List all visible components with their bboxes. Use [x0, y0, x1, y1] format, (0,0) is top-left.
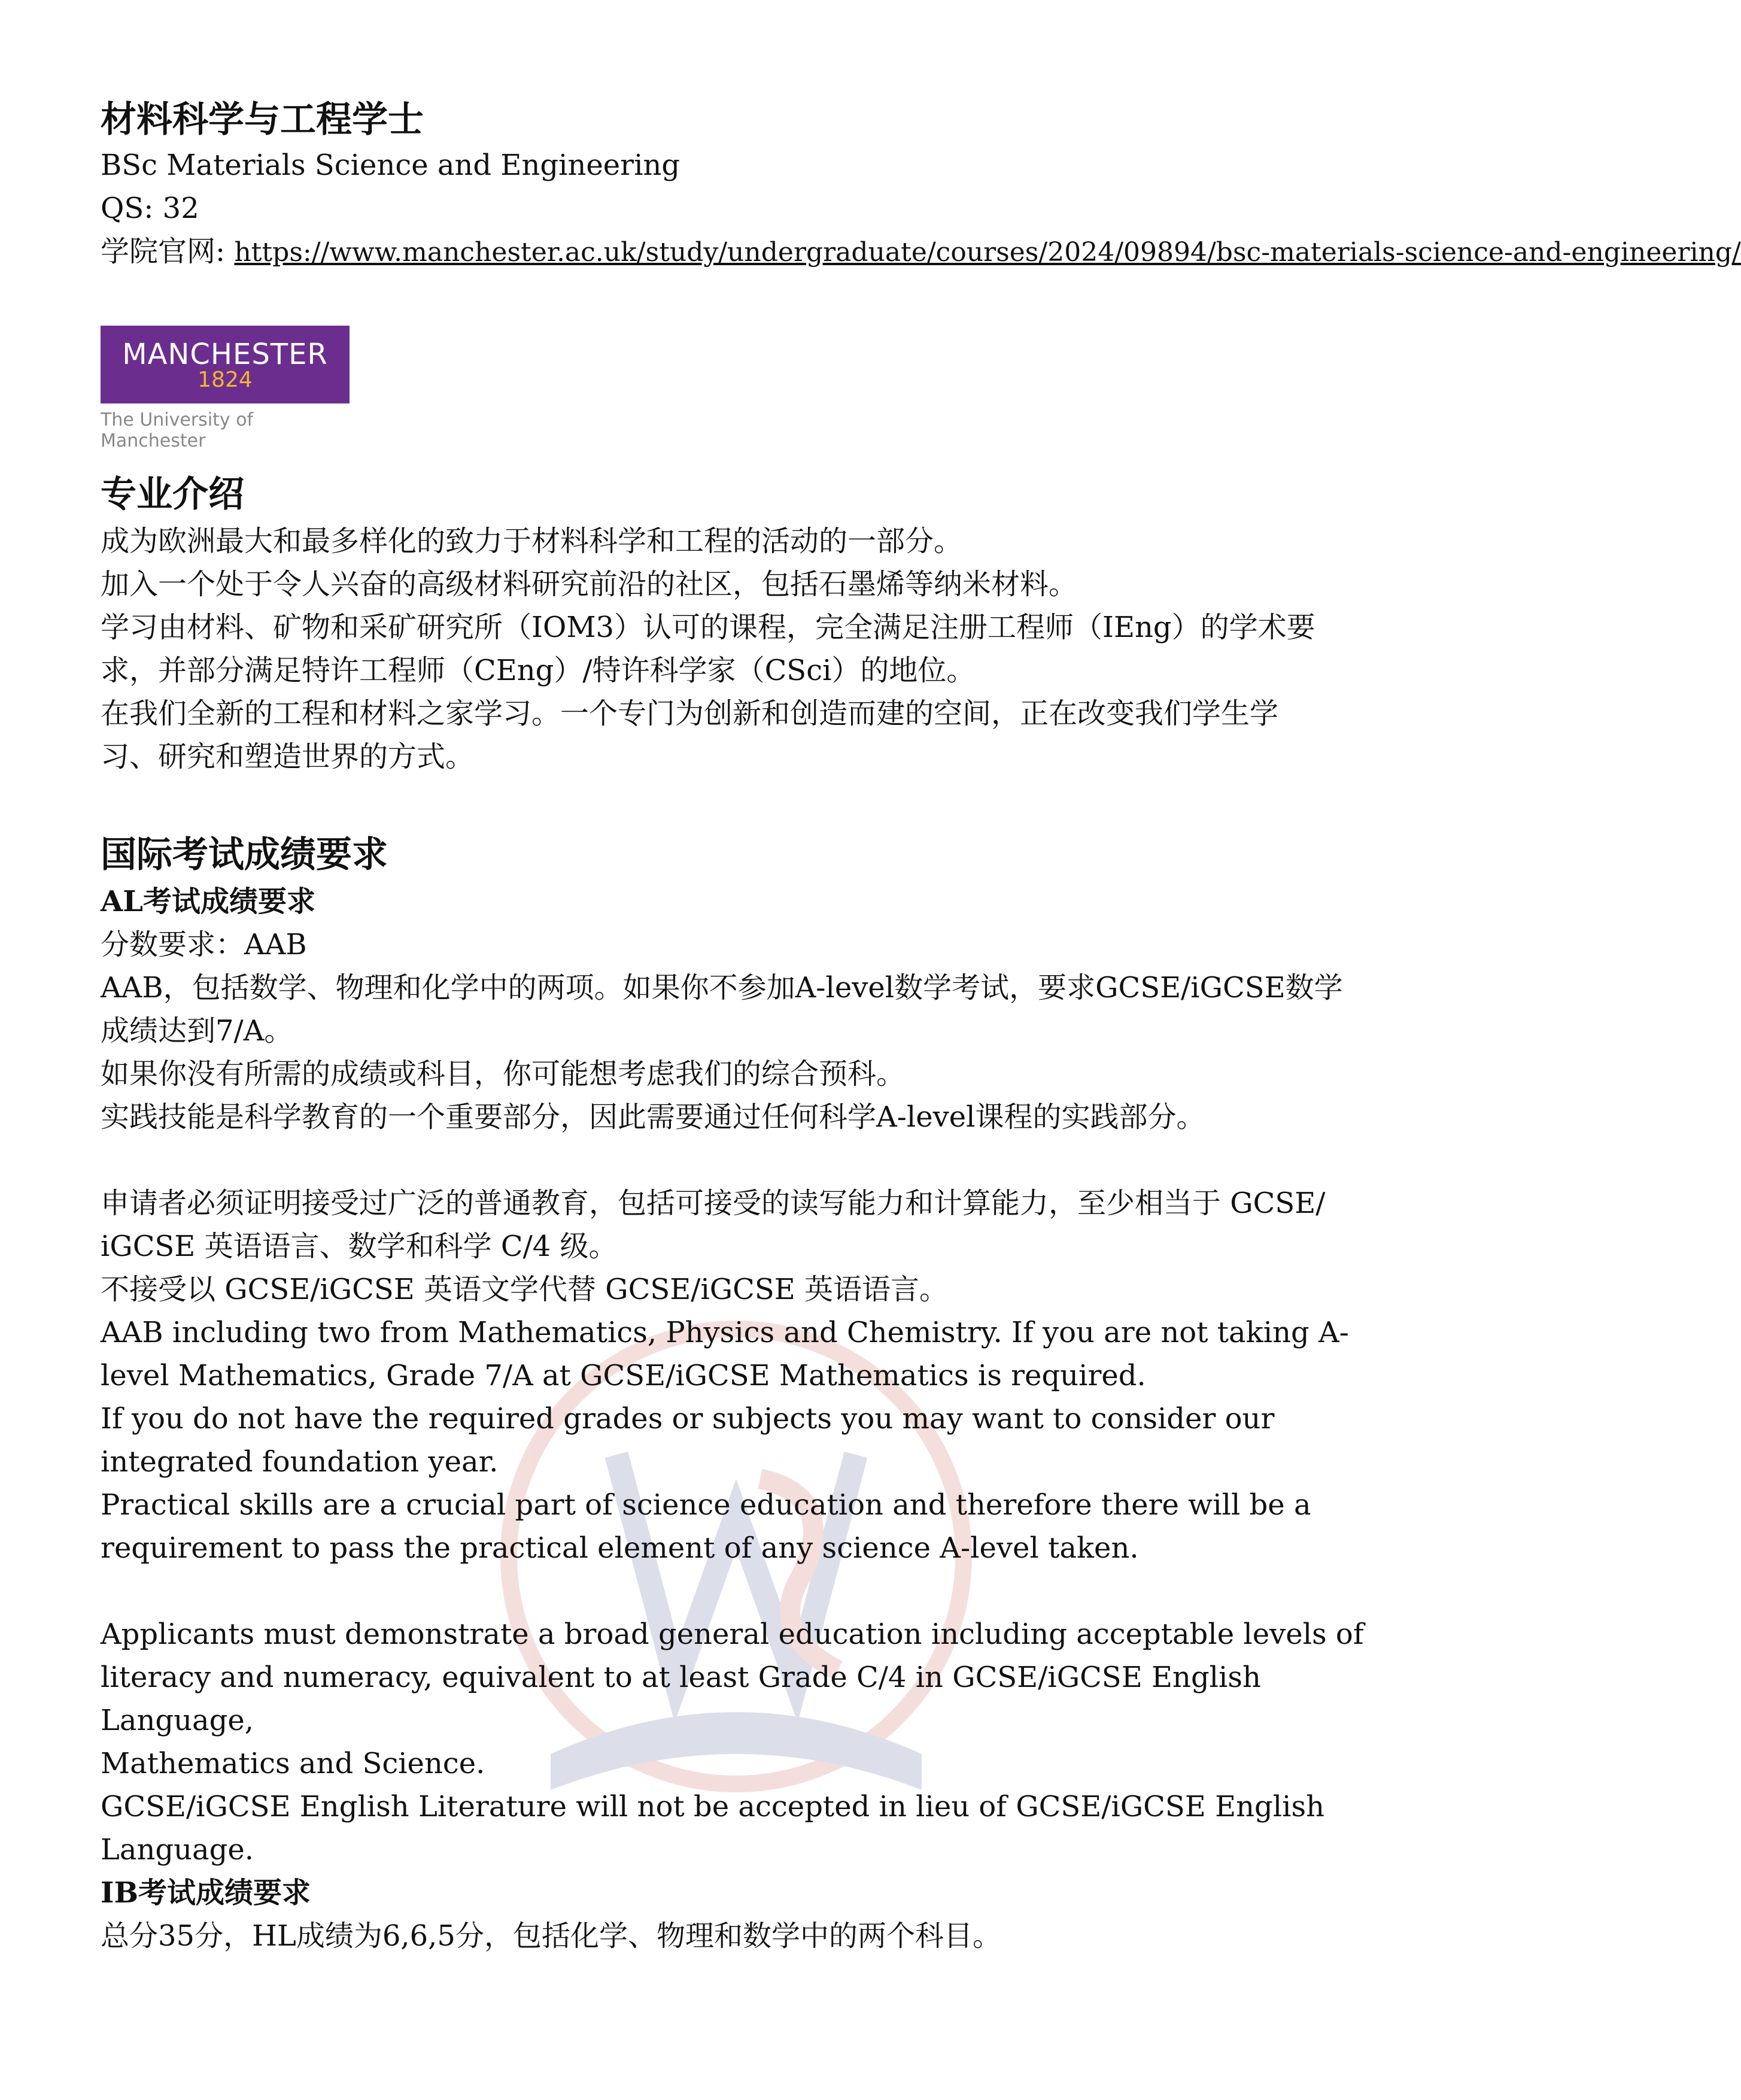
al-line: If you do not have the required grades or subjects you may want to consider our [101, 1402, 1275, 1436]
document-content [101, 96, 1741, 1958]
al-line: Practical skills are a crucial part of science education and therefore there will be a [101, 1488, 1311, 1522]
al-line: level Mathematics, Grade 7/A at GCSE/iGCSE Mathematics is required. [101, 1359, 1146, 1392]
university-logo [101, 326, 352, 469]
intro-line: 加入一个处于令人兴奋的高级材料研究前沿的社区，包括石墨烯等纳米材料。 [101, 568, 1078, 601]
website-link[interactable]: https://www.manchester.ac.uk/study/undergraduate/courses/2024/09894/bsc-materials-science-and-engineering/ [234, 237, 1741, 268]
intro-line: 成为欧洲最大和最多样化的致力于材料科学和工程的活动的一部分。 [101, 524, 963, 558]
al-line: Applicants must demonstrate a broad general education including acceptable levels of [101, 1618, 1364, 1651]
al-line: Language. [101, 1833, 254, 1867]
intro-line: 学习由材料、矿物和采矿研究所（IOM3）认可的课程，完全满足注册工程师（IEng）的学术要 [101, 611, 1315, 644]
al-heading: AL考试成绩要求 [101, 885, 315, 918]
spacer [101, 778, 1405, 830]
logo-name: MANCHESTER [122, 338, 328, 371]
website-label: 学院官网: [101, 235, 226, 268]
al-line: integrated foundation year. [101, 1445, 499, 1479]
al-line: 不接受以 GCSE/iGCSE 英语文学代替 GCSE/iGCSE 英语语言。 [101, 1273, 949, 1306]
al-line: literacy and numeracy, equivalent to at least Grade C/4 in GCSE/iGCSE English Language, [101, 1661, 1271, 1737]
intro-body [101, 520, 1405, 778]
website-row [101, 230, 1741, 274]
ib-line: 总分35分，HL成绩为6,6,5分，包括化学、物理和数学中的两个科目。 [101, 1919, 1001, 1953]
al-line: Mathematics and Science. [101, 1747, 485, 1780]
al-line: iGCSE 英语语言、数学和科学 C/4 级。 [101, 1230, 618, 1263]
al-line: requirement to pass the practical element of any science A-level taken. [101, 1531, 1139, 1565]
al-body-b [101, 1182, 1405, 1570]
al-line: GCSE/iGCSE English Literature will not be accepted in lieu of GCSE/iGCSE English [101, 1790, 1325, 1823]
al-line: 申请者必须证明接受过广泛的普通教育，包括可接受的读写能力和计算能力，至少相当于 GCSE/ [101, 1186, 1326, 1220]
logo-tagline: The University of Manchester [101, 409, 254, 451]
al-line: AAB including two from Mathematics, Physics and Chemistry. If you are not taking A- [101, 1316, 1349, 1349]
spacer [101, 1570, 1405, 1613]
ib-heading: IB考试成绩要求 [101, 1876, 311, 1910]
intro-line: 在我们全新的工程和材料之家学习。一个专门为创新和创造而建的空间，正在改变我们学生学 [101, 697, 1279, 730]
program-subtitle: BSc Materials Science and Engineering [101, 148, 680, 182]
logo-year: 1824 [198, 368, 253, 392]
requirements-heading: 国际考试成绩要求 [101, 834, 388, 876]
qs-ranking: QS: 32 [101, 192, 199, 225]
al-line: AAB，包括数学、物理和化学中的两项。如果你不参加A-level数学考试，要求GCSE/iGCSE数学 [101, 971, 1343, 1005]
intro-heading: 专业介绍 [101, 474, 244, 515]
al-line: 实践技能是科学教育的一个重要部分，因此需要通过任何科学A-level课程的实践部分。 [101, 1100, 1205, 1134]
intro-line: 习、研究和塑造世界的方式。 [101, 740, 475, 773]
program-title: 材料科学与工程学士 [101, 99, 424, 141]
intro-line: 求，并部分满足特许工程师（CEng）/特许科学家（CSci）的地位。 [101, 654, 976, 687]
al-line: 如果你没有所需的成绩或科目，你可能想考虑我们的综合预科。 [101, 1057, 906, 1091]
al-body-a [101, 923, 1405, 1139]
al-body-c [101, 1613, 1405, 1871]
al-line: 分数要求：AAB [101, 928, 307, 961]
al-line: 成绩达到7/A。 [101, 1014, 293, 1048]
spacer [101, 1139, 1405, 1182]
